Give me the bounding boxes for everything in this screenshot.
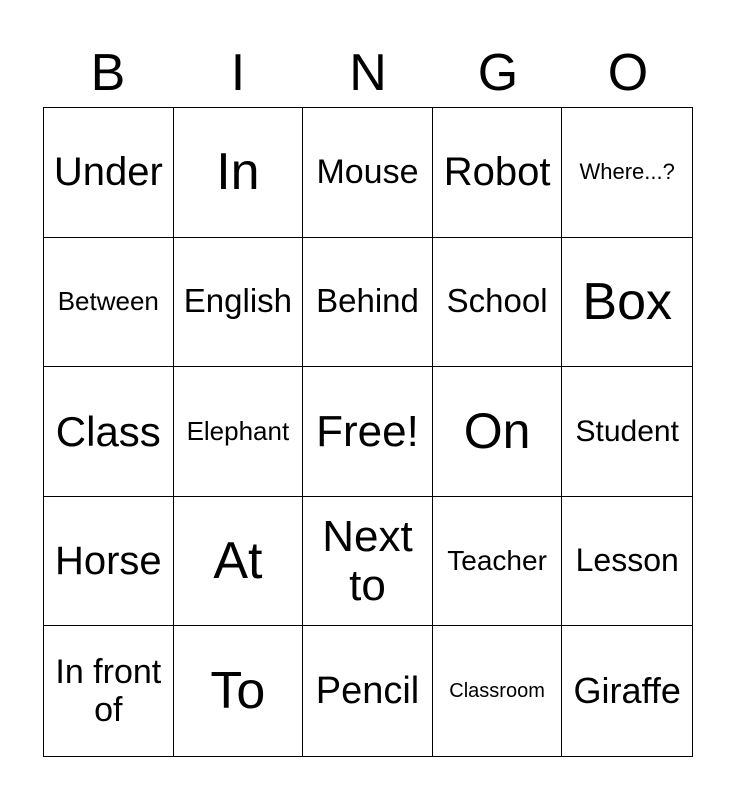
header-letter-n: N: [349, 44, 387, 102]
cell-text: Teacher: [447, 545, 547, 577]
cell-text: Giraffe: [573, 670, 681, 712]
cell-text: Classroom: [449, 680, 545, 702]
bingo-cell[interactable]: [433, 108, 563, 238]
bingo-cell[interactable]: [174, 108, 304, 238]
bingo-cell[interactable]: [562, 108, 692, 238]
bingo-cell[interactable]: [562, 626, 692, 756]
cell-text: In front of: [55, 653, 162, 730]
bingo-cell[interactable]: [303, 626, 433, 756]
bingo-board: [43, 107, 693, 757]
bingo-cell[interactable]: [433, 497, 563, 627]
cell-text: English: [183, 282, 292, 320]
cell-text: In: [216, 143, 260, 202]
header-letter-b: B: [90, 44, 126, 102]
bingo-cell[interactable]: [174, 367, 304, 497]
cell-text: To: [210, 662, 266, 721]
bingo-cell[interactable]: [44, 108, 174, 238]
bingo-cell[interactable]: [433, 238, 563, 368]
cell-text: At: [213, 531, 263, 590]
bingo-cell[interactable]: [303, 108, 433, 238]
cell-text: Under: [53, 149, 163, 194]
bingo-cell[interactable]: [174, 238, 304, 368]
free-space-cell[interactable]: [303, 367, 433, 497]
header-letter-i: I: [230, 44, 246, 102]
cell-text: Box: [582, 272, 672, 331]
bingo-cell[interactable]: [433, 626, 563, 756]
cell-text: Horse: [54, 538, 162, 583]
cell-text: Lesson: [575, 542, 679, 579]
bingo-cell[interactable]: [562, 238, 692, 368]
cell-text: Robot: [443, 149, 551, 194]
bingo-cell[interactable]: [44, 497, 174, 627]
bingo-header: [43, 40, 693, 106]
cell-text: Mouse: [316, 153, 419, 192]
bingo-cell[interactable]: [562, 367, 692, 497]
cell-text: Behind: [316, 282, 419, 320]
header-letter-g: G: [477, 44, 519, 102]
bingo-cell[interactable]: [303, 238, 433, 368]
bingo-cell[interactable]: [44, 367, 174, 497]
cell-text: On: [463, 403, 531, 460]
bingo-cell[interactable]: [562, 497, 692, 627]
cell-text: School: [446, 282, 548, 320]
cell-text: Student: [575, 414, 679, 448]
cell-text: Class: [55, 407, 161, 455]
cell-text: Next to: [322, 511, 413, 611]
bingo-cell[interactable]: [303, 497, 433, 627]
cell-text: Free!: [316, 406, 419, 456]
cell-text: Pencil: [315, 669, 420, 712]
bingo-cell[interactable]: [433, 367, 563, 497]
bingo-cell[interactable]: [44, 626, 174, 756]
cell-text: Between: [57, 286, 159, 317]
bingo-cell[interactable]: [174, 626, 304, 756]
bingo-cell[interactable]: [174, 497, 304, 627]
cell-text: Elephant: [186, 415, 290, 446]
bingo-cell[interactable]: [44, 238, 174, 368]
cell-text: Where...?: [579, 158, 675, 184]
header-letter-o: O: [607, 44, 649, 102]
